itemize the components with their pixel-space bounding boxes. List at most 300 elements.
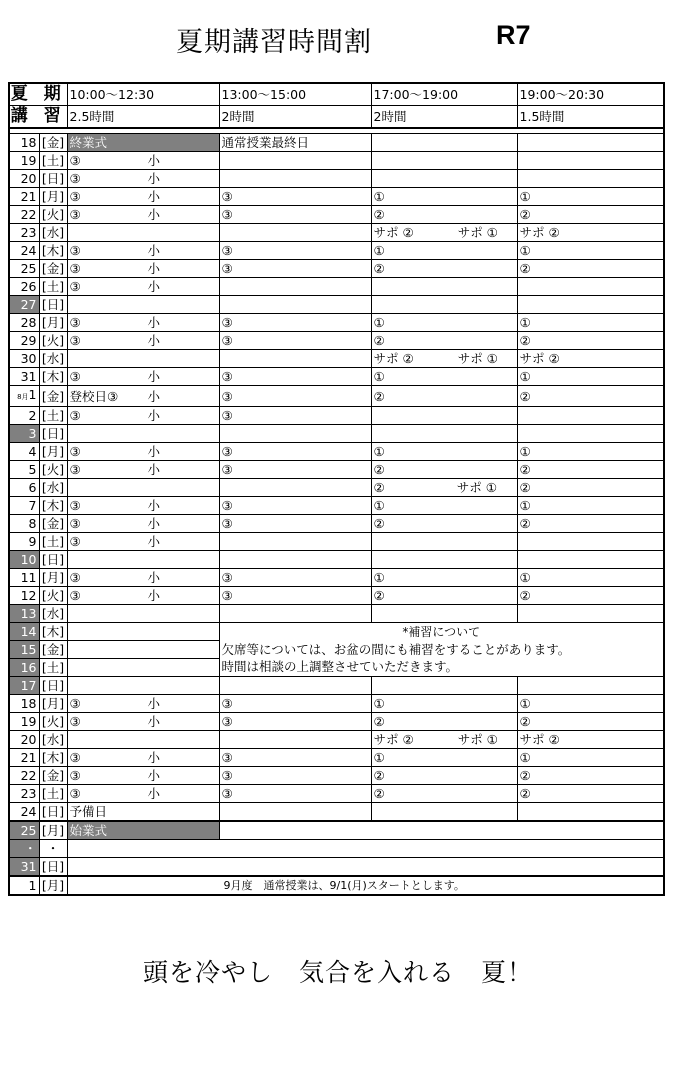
elementary-mark: 小: [147, 498, 161, 513]
date-cell: [9, 821, 39, 840]
slot-cell-2: ③: [219, 713, 371, 731]
date-cell: [9, 443, 39, 461]
weekday-cell: [木]: [39, 749, 67, 767]
slot-cell-4: [517, 425, 664, 443]
date-number: 17: [20, 678, 37, 693]
slot-cell-1: [67, 278, 219, 296]
slot-cell: [67, 659, 219, 677]
slot-cell-4: [517, 296, 664, 314]
table-row: [9, 858, 664, 877]
slot-cell-2: ③: [219, 461, 371, 479]
date-cell: [9, 188, 39, 206]
table-row: [9, 206, 664, 224]
slot-cell-1: [67, 515, 219, 533]
date-cell: [9, 767, 39, 785]
date-cell: [9, 551, 39, 569]
date-cell: [9, 623, 39, 641]
weekday-cell: [木]: [39, 368, 67, 386]
date-number: 20: [20, 171, 37, 186]
duration-1: 2.5時間: [67, 106, 219, 129]
slot-mark: ③: [69, 750, 81, 765]
weekday-cell: [土]: [39, 785, 67, 803]
date-cell: [9, 803, 39, 822]
time-slot-4: 19:00～20:30: [517, 83, 664, 106]
slot-mark: サポ ②: [373, 351, 414, 366]
table-row: [9, 821, 664, 840]
slot-cell-empty: [219, 821, 664, 840]
elementary-mark: 小: [147, 516, 161, 531]
slot-cell-2: ③: [219, 206, 371, 224]
september-notice: [67, 876, 664, 895]
weekday-cell: [日]: [39, 425, 67, 443]
slot-cell-2: [219, 170, 371, 188]
slot-mark: ③: [69, 462, 81, 477]
weekday-cell: [金]: [39, 134, 67, 152]
slot-cell-4: ①: [517, 188, 664, 206]
header-row-times: [9, 83, 664, 106]
table-row: [9, 785, 664, 803]
table-row: [9, 443, 664, 461]
note-title: *補習について: [402, 625, 481, 639]
table-row: [9, 569, 664, 587]
slot-cell-3: [371, 605, 517, 623]
elementary-mark: 小: [147, 153, 161, 168]
slot-cell-4: [517, 551, 664, 569]
date-cell: [9, 332, 39, 350]
slot-cell-3: ①: [371, 569, 517, 587]
date-number: 19: [20, 153, 37, 168]
slot-cell-2: ③: [219, 515, 371, 533]
elementary-mark: 小: [147, 279, 161, 294]
table-row: [9, 587, 664, 605]
slot-cell-empty: [67, 840, 664, 858]
slot-cell-2: [219, 224, 371, 242]
slot-cell-3: ②: [371, 332, 517, 350]
elementary-mark: 小: [147, 462, 161, 477]
slot-cell-1: [67, 731, 219, 749]
elementary-mark: 小: [147, 369, 161, 384]
date-cell: [9, 425, 39, 443]
weekday-cell: [金]: [39, 641, 67, 659]
footer-slogan: 頭を冷やし 気合を入れる 夏！: [142, 958, 533, 987]
slot-cell-4: ②: [517, 386, 664, 407]
date-number: 28: [20, 315, 37, 330]
date-number: 13: [20, 606, 37, 621]
date-number: ・: [23, 841, 37, 856]
duration-4: 1.5時間: [517, 106, 664, 129]
page-header: [0, 18, 676, 58]
weekday-cell: [土]: [39, 152, 67, 170]
weekday-cell: [月]: [39, 314, 67, 332]
slot-cell-4: [517, 605, 664, 623]
date-cell: [9, 314, 39, 332]
slot-cell-4: ②: [517, 479, 664, 497]
slot-cell-1: 終業式: [67, 134, 219, 152]
slot-cell-2: [219, 479, 371, 497]
slot-cell-3: [371, 152, 517, 170]
weekday-cell: [木]: [39, 242, 67, 260]
slot-cell-3: [371, 224, 517, 242]
slot-cell-1: [67, 386, 219, 407]
table-row: [9, 876, 664, 895]
table-row: [9, 713, 664, 731]
date-number: 18: [20, 135, 37, 150]
table-row: [9, 152, 664, 170]
slot-cell-1: [67, 206, 219, 224]
makeup-note: [219, 623, 664, 677]
table-row: [9, 623, 664, 641]
weekday-cell: [日]: [39, 858, 67, 877]
date-cell: [9, 731, 39, 749]
date-number: 8: [28, 516, 37, 531]
slot-cell-2: [219, 605, 371, 623]
date-cell: [9, 206, 39, 224]
slot-cell-1: [67, 425, 219, 443]
slot-cell-3: ②: [371, 713, 517, 731]
table-row: [9, 407, 664, 425]
slot-mark: ②: [373, 480, 385, 495]
slot-cell-1: [67, 314, 219, 332]
slot-mark: ③: [69, 279, 81, 294]
table-row: [9, 350, 664, 368]
elementary-mark: 小: [147, 570, 161, 585]
slot-cell-4: ②: [517, 587, 664, 605]
slot-cell-2: 通常授業最終日: [219, 134, 371, 152]
date-cell: [9, 876, 39, 895]
page-title: 夏期講習時間割: [176, 27, 372, 58]
slot-cell-4: ②: [517, 767, 664, 785]
date-cell: [9, 569, 39, 587]
slot-cell-3: ②: [371, 386, 517, 407]
slot-cell-4: [517, 803, 664, 822]
duration-3: 2時間: [371, 106, 517, 129]
table-row: [9, 731, 664, 749]
slot-cell-4: ①: [517, 497, 664, 515]
table-row: [9, 551, 664, 569]
slot-cell-1: [67, 587, 219, 605]
date-number: 14: [20, 624, 37, 639]
support-mark: サポ ①: [457, 225, 498, 240]
date-number: 18: [20, 696, 37, 711]
table-row: [9, 260, 664, 278]
slot-cell-3: [371, 170, 517, 188]
slot-mark: 登校日③: [69, 388, 119, 404]
slot-cell-4: ②: [517, 515, 664, 533]
table-row: [9, 332, 664, 350]
slot-cell-1: [67, 533, 219, 551]
weekday-cell: [水]: [39, 350, 67, 368]
date-number: 1: [28, 387, 37, 402]
slot-cell-2: [219, 152, 371, 170]
slot-cell-4: ①: [517, 569, 664, 587]
slot-cell-opening-ceremony: 始業式: [67, 821, 219, 840]
slot-cell-2: ③: [219, 749, 371, 767]
date-number: 26: [20, 279, 37, 294]
header-label-bottom: 講 習: [10, 106, 66, 126]
date-number: 10: [20, 552, 37, 567]
slot-cell-4: ②: [517, 461, 664, 479]
slot-cell-1: [67, 188, 219, 206]
slot-cell-1: [67, 260, 219, 278]
weekday-cell: [火]: [39, 587, 67, 605]
slot-cell-3: [371, 479, 517, 497]
date-number: 22: [20, 207, 37, 222]
slot-mark: ③: [69, 768, 81, 783]
slot-cell-2: [219, 731, 371, 749]
slot-cell-1: [67, 443, 219, 461]
slot-mark: ③: [69, 207, 81, 222]
date-number: 1: [28, 878, 37, 893]
weekday-cell: [水]: [39, 224, 67, 242]
date-cell: [9, 858, 39, 877]
table-row: [9, 767, 664, 785]
slot-cell-1: [67, 785, 219, 803]
slot-cell-2: [219, 803, 371, 822]
date-number: 15: [20, 642, 37, 657]
slot-cell-3: [371, 350, 517, 368]
weekday-cell: [土]: [39, 533, 67, 551]
table-row: [9, 242, 664, 260]
slot-cell-3: ②: [371, 461, 517, 479]
slot-cell-3: ①: [371, 443, 517, 461]
date-number: 23: [20, 225, 37, 240]
date-number: 3: [28, 426, 37, 441]
slot-cell-1: [67, 350, 219, 368]
weekday-cell: ・: [39, 840, 67, 858]
date-cell: [9, 695, 39, 713]
table-row: [9, 425, 664, 443]
slot-cell-3: [371, 803, 517, 822]
slot-cell-1: [67, 605, 219, 623]
support-mark: サポ ①: [457, 351, 498, 366]
date-cell: [9, 461, 39, 479]
slot-cell-3: ②: [371, 785, 517, 803]
date-cell: [9, 260, 39, 278]
date-cell: [9, 840, 39, 858]
slot-cell-1: [67, 479, 219, 497]
date-number: 6: [28, 480, 37, 495]
date-cell: [9, 533, 39, 551]
table-row: [9, 170, 664, 188]
date-cell: [9, 407, 39, 425]
slot-mark: ③: [69, 261, 81, 276]
slot-cell-2: ③: [219, 767, 371, 785]
slot-cell-2: ③: [219, 695, 371, 713]
slot-cell-2: ③: [219, 386, 371, 407]
slot-cell-2: [219, 533, 371, 551]
slot-cell-4: ②: [517, 785, 664, 803]
table-row: [9, 479, 664, 497]
slot-mark: サポ ②: [373, 732, 414, 747]
date-cell: [9, 749, 39, 767]
date-number: 4: [28, 444, 37, 459]
date-number: 22: [20, 768, 37, 783]
date-number: 31: [20, 859, 37, 874]
slot-cell-1: [67, 407, 219, 425]
slot-cell-1: [67, 170, 219, 188]
slot-cell-1: [67, 749, 219, 767]
slot-cell-3: ②: [371, 587, 517, 605]
slot-mark: ③: [69, 786, 81, 801]
slot-cell-1: [67, 296, 219, 314]
weekday-cell: [火]: [39, 461, 67, 479]
table-row: [9, 461, 664, 479]
slot-cell-1: [67, 695, 219, 713]
slot-cell-2: ③: [219, 443, 371, 461]
slot-cell-3: [371, 533, 517, 551]
date-number: 31: [20, 369, 37, 384]
slot-cell-4: ①: [517, 749, 664, 767]
slot-cell-4: サポ ②: [517, 731, 664, 749]
slot-mark: ③: [69, 444, 81, 459]
slot-cell-2: [219, 350, 371, 368]
slot-cell-3: ②: [371, 767, 517, 785]
elementary-mark: 小: [147, 243, 161, 258]
date-number: 23: [20, 786, 37, 801]
slot-cell-4: ①: [517, 695, 664, 713]
slot-cell-4: ②: [517, 260, 664, 278]
elementary-mark: 小: [147, 189, 161, 204]
elementary-mark: 小: [147, 315, 161, 330]
elementary-mark: 小: [147, 750, 161, 765]
weekday-cell: [日]: [39, 677, 67, 695]
elementary-mark: 小: [147, 696, 161, 711]
date-number: 2: [28, 408, 37, 423]
slot-cell-1: [67, 332, 219, 350]
elementary-mark: 小: [147, 786, 161, 801]
weekday-cell: [水]: [39, 731, 67, 749]
elementary-mark: 小: [147, 714, 161, 729]
slot-mark: ③: [69, 315, 81, 330]
weekday-cell: [月]: [39, 443, 67, 461]
slot-cell-2: ③: [219, 188, 371, 206]
table-row: [9, 386, 664, 407]
slot-cell-2: ③: [219, 260, 371, 278]
date-cell: [9, 785, 39, 803]
weekday-cell: [木]: [39, 497, 67, 515]
date-cell: [9, 713, 39, 731]
timetable: [8, 82, 665, 896]
slot-mark: ③: [69, 171, 81, 186]
elementary-mark: 小: [147, 171, 161, 186]
slot-cell-3: ①: [371, 314, 517, 332]
slot-cell-2: ③: [219, 785, 371, 803]
year-label: R7: [496, 20, 531, 50]
date-cell: [9, 170, 39, 188]
slot-cell-2: ③: [219, 332, 371, 350]
weekday-cell: [水]: [39, 479, 67, 497]
weekday-cell: [日]: [39, 803, 67, 822]
slot-mark: ③: [69, 570, 81, 585]
slot-cell-4: [517, 407, 664, 425]
table-row: [9, 497, 664, 515]
slot-cell-3: [371, 677, 517, 695]
date-number: 5: [28, 462, 37, 477]
slot-mark: ③: [69, 153, 81, 168]
slot-mark: ③: [69, 696, 81, 711]
date-number: 21: [20, 189, 37, 204]
weekday-cell: [土]: [39, 278, 67, 296]
slot-cell-2: ③: [219, 569, 371, 587]
slot-cell-2: [219, 425, 371, 443]
slot-cell-3: ①: [371, 695, 517, 713]
elementary-mark: 小: [147, 261, 161, 276]
slot-cell-3: ②: [371, 260, 517, 278]
date-cell: [9, 605, 39, 623]
slot-cell-4: [517, 134, 664, 152]
slot-cell-3: ①: [371, 749, 517, 767]
date-number: 25: [20, 261, 37, 276]
table-row: [9, 695, 664, 713]
elementary-mark: 小: [147, 207, 161, 222]
slot-cell-2: ③: [219, 314, 371, 332]
weekday-cell: [金]: [39, 386, 67, 407]
slot-cell-4: ①: [517, 314, 664, 332]
weekday-cell: [月]: [39, 569, 67, 587]
weekday-cell: [月]: [39, 821, 67, 840]
weekday-cell: [火]: [39, 713, 67, 731]
slot-cell-4: サポ ②: [517, 224, 664, 242]
elementary-mark: 小: [147, 534, 161, 549]
table-row: [9, 134, 664, 152]
slot-cell-3: ①: [371, 368, 517, 386]
slot-cell-1: [67, 677, 219, 695]
elementary-mark: 小: [147, 588, 161, 603]
date-cell: [9, 497, 39, 515]
date-number: 27: [20, 297, 37, 312]
weekday-cell: [金]: [39, 260, 67, 278]
date-cell: [9, 296, 39, 314]
time-slot-3: 17:00～19:00: [371, 83, 517, 106]
slot-mark: ③: [69, 408, 81, 423]
weekday-cell: [日]: [39, 170, 67, 188]
slot-cell-1: [67, 461, 219, 479]
date-cell: [9, 659, 39, 677]
slot-mark: サポ ②: [373, 225, 414, 240]
duration-2: 2時間: [219, 106, 371, 129]
weekday-cell: [金]: [39, 767, 67, 785]
date-number: 19: [20, 714, 37, 729]
slot-mark: ③: [69, 714, 81, 729]
slot-cell-empty: [67, 858, 664, 877]
date-number: 7: [28, 498, 37, 513]
slot-cell-4: サポ ②: [517, 350, 664, 368]
table-row: [9, 515, 664, 533]
date-number: 30: [20, 351, 37, 366]
slot-cell-1: [67, 713, 219, 731]
table-row: [9, 803, 664, 822]
slot-cell-4: ②: [517, 332, 664, 350]
support-mark: サポ ①: [456, 480, 497, 495]
slot-cell-3: ②: [371, 515, 517, 533]
slot-cell-1: [67, 152, 219, 170]
weekday-cell: [火]: [39, 206, 67, 224]
date-cell: [9, 641, 39, 659]
elementary-mark: 小: [147, 768, 161, 783]
slot-cell: [67, 623, 219, 641]
slot-cell-3: [371, 296, 517, 314]
slot-mark: ③: [69, 498, 81, 513]
slot-cell-3: [371, 731, 517, 749]
weekday-cell: [木]: [39, 623, 67, 641]
table-row: [9, 296, 664, 314]
slot-cell-1: [67, 242, 219, 260]
slot-cell-4: [517, 170, 664, 188]
table-row: [9, 749, 664, 767]
notice-text: 9月度 通常授業は、9/1(月)スタートとします。: [223, 879, 465, 892]
table-row: [9, 188, 664, 206]
table-row: [9, 368, 664, 386]
